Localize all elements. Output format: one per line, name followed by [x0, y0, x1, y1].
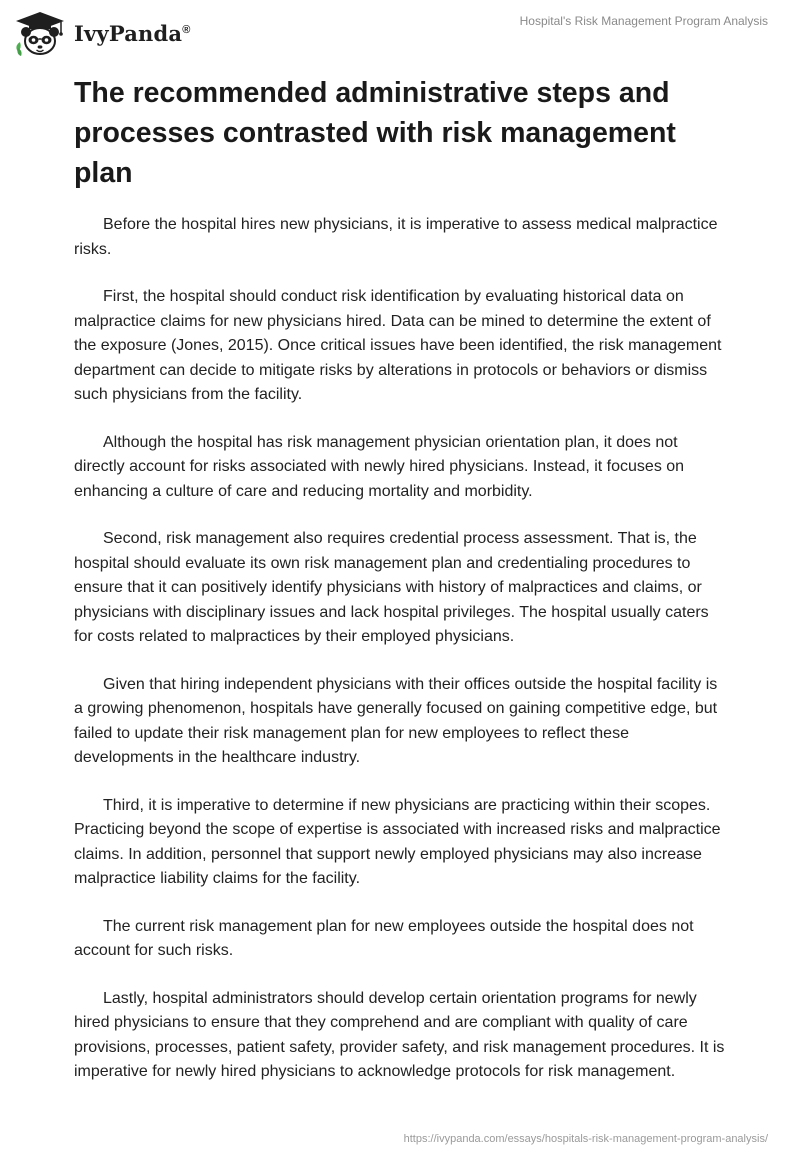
paragraph: Although the hospital has risk management physician orientation plan, it does not directly account for risks associated with newly hired physicians. Instead, it focuses on enhancing a culture of care and reducing mortality and morbidity. — [74, 433, 685, 500]
paragraph: Third, it is imperative to determine if new physicians are practicing within their scopes. Practicing beyond the scope of expertise is associated with increased risks and malpractice claims. In addition, personnel that support newly employed physicians may also increase malpractice liability claims for the facility. — [74, 796, 721, 887]
document-title: Hospital's Risk Management Program Analysis — [519, 14, 768, 28]
panda-graduate-icon — [12, 8, 68, 58]
page-header — [0, 0, 800, 70]
paragraph: First, the hospital should conduct risk identification by evaluating historical data on malpractice claims for new physicians hired. Data can be mined to determine the extent of the exposure (Jones, 2015). Once critical issues have been identified, the risk management department can decide to mitigate risks by alterations in protocols or behaviors or dismiss such physicians from the facility. — [74, 288, 722, 403]
paragraph: Lastly, hospital administrators should develop certain orientation programs for newly hired physicians to ensure that they comprehend and are compliant with quality of care provisions, processes, patient safety, provider safety, and risk management procedures. It is imperative for newly hired physicians to acknowledge protocols for risk management. — [74, 989, 725, 1080]
brand-name: IvyPanda® — [74, 20, 191, 46]
paragraph: The current risk management plan for new employees outside the hospital does not account for such risks. — [74, 917, 694, 959]
article-body — [74, 213, 728, 1108]
paragraph: Second, risk management also requires credential process assessment. That is, the hospital should evaluate its own risk management plan and credentialing procedures to ensure that it can positively identify physicians with history of malpractices and claims, or physicians with disciplinary issues and lack hospital privileges. The hospital usually caters for costs related to malpractices by their employed physicians. — [74, 530, 709, 645]
section-heading: The recommended administrative steps and processes contrasted with risk management plan — [74, 77, 676, 189]
paragraph: Before the hospital hires new physicians, it is imperative to assess medical malpractice risks. — [74, 216, 718, 258]
paragraph: Given that hiring independent physicians with their offices outside the hospital facility is a growing phenomenon, hospitals have generally focused on gaining competitive edge, but failed to update their risk management plan for new employees to reflect these developments in the healthcare industry. — [74, 675, 718, 766]
source-url[interactable]: https://ivypanda.com/essays/hospitals-risk-management-program-analysis/ — [403, 1133, 768, 1145]
ivypanda-logo[interactable] — [12, 8, 191, 58]
